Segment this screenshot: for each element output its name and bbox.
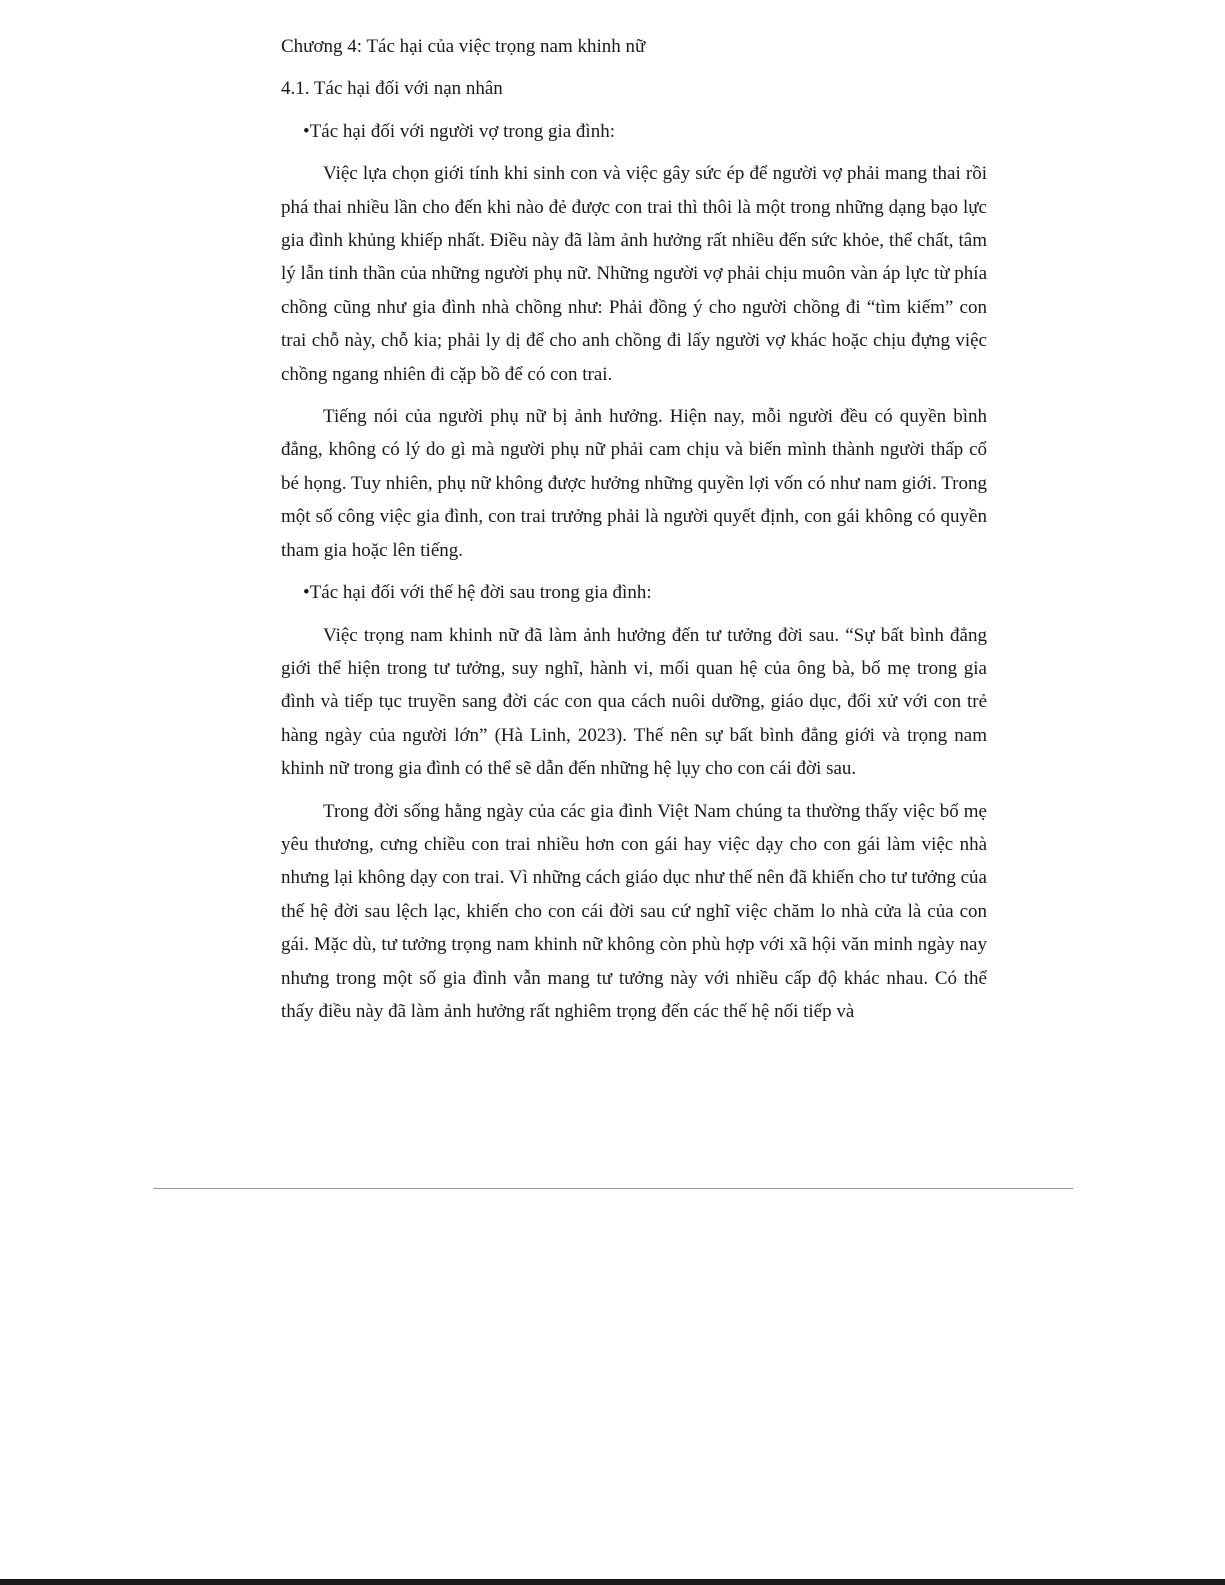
paragraph-women-voice: Tiếng nói của người phụ nữ bị ảnh hưởng. Hiện nay, mỗi người đều có quyền bình đẳng, không có lý do gì mà người phụ nữ phải cam chịu và biến mình thành người thấp cổ bé họng. Tuy nhiên, phụ nữ không được hưởng những quyền lợi vốn có như nam giới. Trong một số công việc gia đình, con trai trưởng phải là người quyết định, con gái không có quyền tham gia hoặc lên tiếng. (281, 406, 987, 561)
bullet-heading-next-generation-text: Tác hại đối với thế hệ đời sau trong gia đình: (309, 582, 652, 604)
bullet-icon: • (303, 582, 310, 604)
paragraph-gender-selection: Việc lựa chọn giới tính khi sinh con và việc gây sức ép để người vợ phải mang thai rồi phá thai nhiều lần cho đến khi nào đẻ được con trai thì thôi là một trong những dạng bạo lực gia đình khủng khiếp nhất. Điều này đã làm ảnh hưởng rất nhiều đến sức khỏe, thể chất, tâm lý lẫn tinh thần của những người phụ nữ. Những người vợ phải chịu muôn vàn áp lực từ phía chồng cũng như gia đình nhà chồng như: Phải đồng ý cho người chồng đi “tìm kiếm” con trai chỗ này, chỗ kia; phải ly dị để cho anh chồng đi lấy người vợ khác hoặc chịu đựng việc chồng ngang nhiên đi cặp bồ để có con trai. (281, 163, 987, 385)
bullet-heading-wife (303, 115, 987, 148)
bullet-heading-wife-text: Tác hại đối với người vợ trong gia đình: (309, 120, 615, 142)
document-body (281, 30, 987, 1037)
chapter-title: Chương 4: Tác hại của việc trọng nam khinh nữ (281, 36, 646, 57)
page-separator-line (153, 1188, 1073, 1189)
bullet-heading-next-generation (303, 576, 987, 609)
paragraph-daily-life: Trong đời sống hằng ngày của các gia đình Việt Nam chúng ta thường thấy việc bố mẹ yêu thương, cưng chiều con trai nhiều hơn con gái hay việc dạy cho con gái làm việc nhà nhưng lại không dạy con trai. Vì những cách giáo dục như thế nên đã khiến cho tư tưởng của thế hệ đời sau lệch lạc, khiến cho con cái đời sau cứ nghĩ việc chăm lo nhà cửa là của con gái. Mặc dù, tư tưởng trọng nam khinh nữ không còn phù hợp với xã hội văn minh ngày nay nhưng trong một số gia đình vẫn mang tư tưởng này với nhiều cấp độ khác nhau. Có thể thấy điều này đã làm ảnh hưởng rất nghiêm trọng đến các thế hệ nối tiếp và (281, 800, 987, 1022)
bullet-icon: • (303, 120, 310, 142)
bottom-edge-bar (0, 1579, 1225, 1585)
section-title: 4.1. Tác hại đối với nạn nhân (281, 78, 503, 100)
paragraph-ideology-influence: Việc trọng nam khinh nữ đã làm ảnh hưởng đến tư tưởng đời sau. “Sự bất bình đẳng giới thể hiện trong tư tưởng, suy nghĩ, hành vi, mối quan hệ của ông bà, bố mẹ trong gia đình và tiếp tục truyền sang đời các con qua cách nuôi dưỡng, giáo dục, đối xử với con trẻ hàng ngày của người lớn” (Hà Linh, 2023). Thế nên sự bất bình đẳng giới và trọng nam khinh nữ trong gia đình có thể sẽ dẫn đến những hệ lụy cho con cái đời sau. (281, 624, 987, 780)
